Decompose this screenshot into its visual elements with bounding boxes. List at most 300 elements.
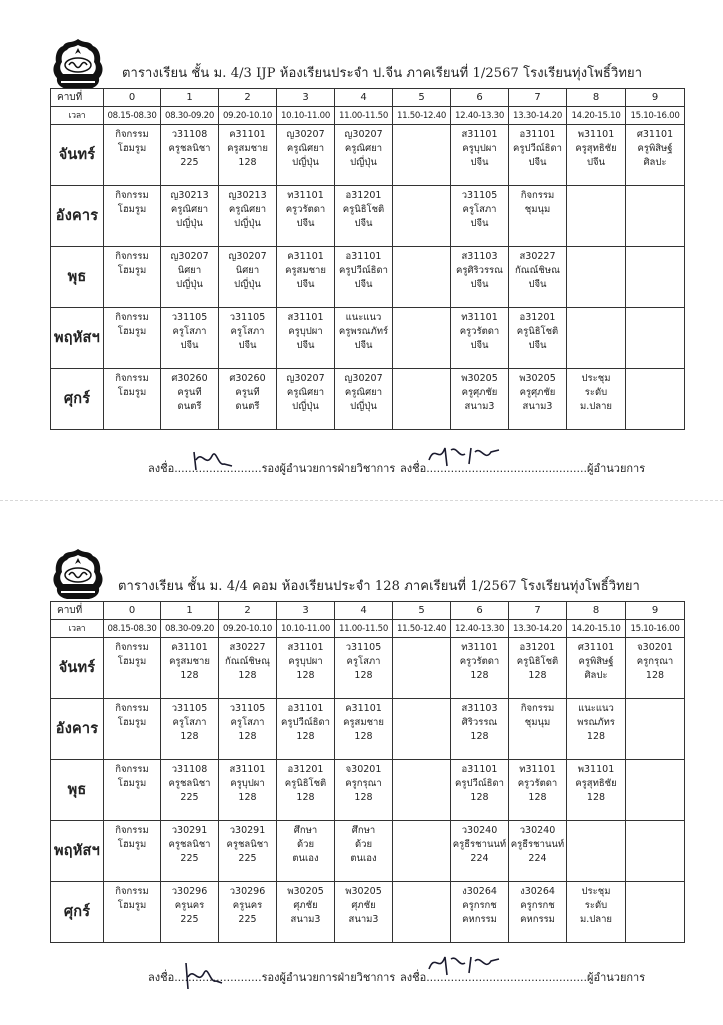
period-time: 10.10-11.00 [277, 107, 335, 125]
empty-cell [393, 308, 451, 369]
cell-line: จ30201 [345, 764, 382, 775]
empty-cell [393, 369, 451, 430]
class-cell [335, 882, 393, 943]
cell-line: ว31105 [229, 312, 266, 323]
class-cell [509, 369, 567, 430]
cell-line: แนะแนว [345, 312, 382, 323]
cell-line: ปจีน [470, 279, 489, 290]
class-cell [104, 821, 161, 882]
cell-line: ปจีน [354, 340, 373, 351]
cell-line: ครูบุปผา [230, 778, 265, 789]
sign-prefix: ลงชื่อ [400, 462, 427, 475]
empty-cell [626, 821, 685, 882]
period-time: 11.50-12.40 [393, 620, 451, 638]
cell-line: กิจกรรม [115, 129, 149, 140]
cell-line: ครูชลนิชา [226, 839, 269, 850]
period-number: 1 [161, 602, 219, 620]
cell-line: สนาม3 [522, 401, 553, 412]
cell-line: ม.ปลาย [579, 914, 613, 925]
empty-cell [626, 760, 685, 821]
class-cell [219, 125, 277, 186]
period-time: 08.30-09.20 [161, 620, 219, 638]
class-cell [626, 638, 685, 699]
period-time: 14.20-15.10 [567, 620, 626, 638]
cell-line: ว31105 [461, 190, 498, 201]
cell-line: ว30291 [229, 825, 266, 836]
cell-line: ญ30207 [286, 373, 325, 384]
cell-line: กิจกรรม [115, 373, 149, 384]
class-cell [509, 821, 567, 882]
day-row [51, 247, 685, 308]
period-time: 12.40-13.30 [451, 107, 509, 125]
cell-line: ครูณิศยา [344, 387, 383, 398]
cell-line: ครูวรัตดา [459, 326, 500, 337]
director-role: ผู้อำนวยการ [587, 462, 646, 475]
cell-line: ง30264 [462, 886, 497, 897]
empty-cell [567, 247, 626, 308]
cell-line: ว31105 [171, 312, 208, 323]
cell-line: กิจกรรม [115, 703, 149, 714]
cell-line: 128 [354, 792, 373, 803]
day-row [51, 882, 685, 943]
day-name: พุธ [51, 247, 104, 308]
cell-line: ครูกรุณา [345, 778, 382, 789]
cell-line: จ30201 [637, 642, 673, 653]
cell-line: อ31101 [345, 251, 382, 262]
cell-line: ปญี่ปุ่น [234, 218, 261, 229]
period-time: 14.20-15.10 [567, 107, 626, 125]
cell-line: ครูชลนิชา [168, 778, 211, 789]
cell-line: ครูปวีณ์ธิดา [281, 717, 330, 728]
school-emblem [47, 546, 109, 606]
cell-line: กิจกรรม [115, 190, 149, 201]
cell-line: พ30205 [519, 373, 556, 384]
day-name: อังคาร [51, 699, 104, 760]
cell-line: ปจีน [470, 157, 489, 168]
time-header-label: เวลา [51, 620, 104, 638]
cell-line: ครูกรุณา [636, 656, 674, 667]
cell-line: อ31201 [287, 764, 324, 775]
cell-line: 225 [238, 853, 257, 864]
day-name: พุธ [51, 760, 104, 821]
class-cell [219, 247, 277, 308]
empty-cell [567, 186, 626, 247]
cell-line: 128 [296, 792, 315, 803]
class-cell [277, 186, 335, 247]
cell-line: ครูสมชาย [343, 717, 384, 728]
cell-line: ปญี่ปุ่น [350, 401, 377, 412]
empty-cell [393, 186, 451, 247]
cell-line: ญ30207 [228, 251, 267, 262]
cell-line: 225 [180, 157, 199, 168]
schedule-title: ตารางเรียน ชั้น ม. 4/3 IJP ห้องเรียนประจำ ป.จีน ภาคเรียนที่ 1/2567 โรงเรียนทุ่งโพธิ์วิทยา [122, 66, 643, 81]
cell-line: 225 [180, 853, 199, 864]
class-cell [509, 308, 567, 369]
day-row [51, 638, 685, 699]
class-cell [626, 125, 685, 186]
class-cell [451, 882, 509, 943]
cell-line: โฮมรูม [117, 143, 147, 154]
cell-line: 224 [528, 853, 547, 864]
cell-line: ค31101 [171, 642, 208, 653]
empty-cell [393, 821, 451, 882]
class-cell [219, 821, 277, 882]
cell-line: พ31101 [577, 129, 615, 140]
period-time: 08.30-09.20 [161, 107, 219, 125]
empty-cell [393, 760, 451, 821]
day-name: อังคาร [51, 186, 104, 247]
cell-line: ครูณิศยา [228, 204, 267, 215]
cell-line: ปจีน [586, 157, 606, 168]
cell-line: อ31101 [461, 764, 498, 775]
cell-line: 128 [586, 731, 606, 742]
cell-line: อ31201 [519, 642, 556, 653]
class-cell [509, 882, 567, 943]
class-cell [567, 638, 626, 699]
cell-line: ว30296 [229, 886, 266, 897]
sign-prefix: ลงชื่อ [148, 971, 175, 984]
cell-line: โฮมรูม [117, 387, 147, 398]
cell-line: ว31105 [345, 642, 382, 653]
cell-line: ปญี่ปุ่น [292, 157, 319, 168]
cell-line: อ31201 [345, 190, 382, 201]
sign-prefix: ลงชื่อ [148, 462, 175, 475]
cell-line: ครูบุปผา [288, 656, 323, 667]
class-cell [219, 308, 277, 369]
cell-line: 128 [470, 670, 489, 681]
period-number: 9 [626, 602, 685, 620]
period-number: 6 [451, 602, 509, 620]
class-cell [509, 699, 567, 760]
cell-line: ครูณิศยา [286, 387, 325, 398]
cell-line: สนาม3 [464, 401, 495, 412]
day-name: พฤหัสฯ [51, 308, 104, 369]
signature-line-director: ลงชื่อ..............................................ผู้อำนวยการ [400, 971, 646, 984]
cell-line: ครูพรณภัทร์ [338, 326, 389, 337]
class-cell [219, 369, 277, 430]
handwritten-signature-director [425, 440, 505, 470]
class-cell [219, 760, 277, 821]
cell-line: ตนเอง [292, 853, 319, 864]
cell-line: ญ30207 [286, 129, 325, 140]
cell-line: ศ30260 [229, 373, 266, 384]
day-name: ศุกร์ [51, 369, 104, 430]
cell-line: ครูโสภา [172, 717, 207, 728]
period-time: 10.10-11.00 [277, 620, 335, 638]
period-number: 7 [509, 89, 567, 107]
class-cell [509, 125, 567, 186]
period-time: 12.40-13.30 [451, 620, 509, 638]
cell-line: ครูนที [177, 387, 202, 398]
class-cell [277, 882, 335, 943]
cell-line: ครูบุปผา [288, 326, 323, 337]
empty-cell [626, 308, 685, 369]
class-cell [219, 638, 277, 699]
cell-line: กิจกรรม [115, 886, 149, 897]
period-number: 2 [219, 602, 277, 620]
cell-line: ส30227 [229, 642, 266, 653]
day-name: พฤหัสฯ [51, 821, 104, 882]
cell-line: ท31101 [287, 190, 324, 201]
class-cell [567, 882, 626, 943]
cell-line: ศึกษา [351, 825, 376, 836]
empty-cell [393, 699, 451, 760]
cell-line: โฮมรูม [117, 839, 147, 850]
cell-line: 128 [645, 670, 665, 681]
class-cell [161, 308, 219, 369]
period-time: 13.30-14.20 [509, 620, 567, 638]
cell-line: ม.ปลาย [579, 401, 613, 412]
period-time: 09.20-10.10 [219, 620, 277, 638]
cell-line: ว30240 [519, 825, 556, 836]
cell-line: สนาม3 [290, 914, 321, 925]
cell-line: ว31105 [229, 703, 266, 714]
cell-line: ส31101 [287, 312, 324, 323]
cell-line: พ31101 [577, 764, 615, 775]
period-number: 3 [277, 89, 335, 107]
school-emblem [47, 36, 109, 96]
cell-line: ปจีน [470, 218, 489, 229]
class-cell [104, 247, 161, 308]
cell-line: ด้วย [354, 839, 373, 850]
cell-line: ท31101 [461, 642, 498, 653]
cell-line: ศุภชัย [351, 900, 376, 911]
class-cell [451, 369, 509, 430]
class-cell [335, 760, 393, 821]
timetable [50, 601, 685, 943]
class-cell [219, 699, 277, 760]
class-cell [104, 699, 161, 760]
cell-line: ปญี่ปุ่น [176, 218, 203, 229]
cell-line: 128 [180, 670, 199, 681]
period-time: 11.00-11.50 [335, 620, 393, 638]
cell-line: ญ30207 [344, 129, 383, 140]
cell-line: ครูพิสิษฐ์ [578, 656, 614, 667]
empty-cell [626, 369, 685, 430]
signature-line-director: ลงชื่อ..............................................ผู้อำนวยการ [400, 462, 646, 475]
cell-line: ปจีน [354, 218, 373, 229]
empty-cell [626, 186, 685, 247]
cell-line: กิจกรรม [115, 764, 149, 775]
class-cell [567, 369, 626, 430]
day-name: ศุกร์ [51, 882, 104, 943]
class-cell [335, 186, 393, 247]
cell-line: กิจกรรม [115, 251, 149, 262]
cell-line: ค31101 [229, 129, 266, 140]
cell-line: ครูโสภา [172, 326, 207, 337]
cell-line: ว31108 [171, 764, 208, 775]
class-cell [335, 308, 393, 369]
class-cell [335, 125, 393, 186]
class-cell [335, 821, 393, 882]
class-cell [335, 638, 393, 699]
empty-cell [626, 699, 685, 760]
cell-line: ญ30213 [228, 190, 267, 201]
class-cell [451, 821, 509, 882]
cell-line: ครูสมชาย [227, 143, 268, 154]
cell-line: พ30205 [461, 373, 498, 384]
class-cell [277, 369, 335, 430]
empty-cell [626, 247, 685, 308]
cell-line: ครูณิศยา [286, 143, 325, 154]
cell-line: ครูวรัตดา [517, 778, 558, 789]
cell-line: ญ30207 [170, 251, 209, 262]
cell-line: ด้วย [296, 839, 315, 850]
cell-line: 225 [180, 914, 199, 925]
cell-line: ครูสุทธิชัย [575, 143, 617, 154]
cell-line: ครูกรกช [520, 900, 555, 911]
cell-line: ครูธีรชานนท์ [452, 839, 507, 850]
vice-director-role: รองผู้อำนวยการฝ่ายวิชาการ [261, 971, 396, 984]
cell-line: ครูสมชาย [169, 656, 210, 667]
day-row [51, 308, 685, 369]
empty-cell [393, 125, 451, 186]
cell-line: ปจีน [180, 340, 199, 351]
period-number: 8 [567, 89, 626, 107]
cell-line: ครูโสภา [462, 204, 497, 215]
class-cell [161, 882, 219, 943]
cell-line: ญ30213 [170, 190, 209, 201]
period-number: 0 [104, 602, 161, 620]
cell-line: ตนเอง [350, 853, 377, 864]
period-number: 4 [335, 602, 393, 620]
class-cell [277, 247, 335, 308]
cell-line: ปจีน [354, 279, 373, 290]
cell-line: 128 [180, 731, 199, 742]
class-cell [104, 882, 161, 943]
cell-line: ว31108 [171, 129, 208, 140]
day-name: จันทร์ [51, 638, 104, 699]
cell-line: 224 [470, 853, 489, 864]
cell-line: ดนตรี [177, 401, 202, 412]
cell-line: 128 [354, 731, 373, 742]
cell-line: ชุมนุม [524, 717, 551, 728]
period-time: 15.10-16.00 [626, 620, 685, 638]
cell-line: กิจกรรม [115, 825, 149, 836]
time-header-label: เวลา [51, 107, 104, 125]
cell-line: พรณภัทร [577, 717, 615, 728]
period-time: 09.20-10.10 [219, 107, 277, 125]
cell-line: โฮมรูม [117, 265, 147, 276]
class-cell [161, 125, 219, 186]
cell-line: 128 [470, 792, 489, 803]
cell-line: ประชุม [581, 373, 611, 384]
class-cell [277, 821, 335, 882]
cell-line: ครูโสภา [230, 717, 265, 728]
period-number: 7 [509, 602, 567, 620]
cell-line: ศ30260 [171, 373, 208, 384]
cell-line: ศิลปะ [643, 157, 667, 168]
class-cell [567, 125, 626, 186]
class-cell [335, 247, 393, 308]
empty-cell [567, 821, 626, 882]
cell-line: ครูศิริวรรณ [456, 265, 503, 276]
class-cell [451, 638, 509, 699]
cell-line: ครูปวีณ์ธิดา [339, 265, 388, 276]
cell-line: ศิริวรรณ [461, 717, 498, 728]
cell-line: ครูชลนิชา [168, 143, 211, 154]
class-cell [509, 186, 567, 247]
class-cell [277, 638, 335, 699]
cell-line: ปจีน [528, 157, 547, 168]
day-row [51, 125, 685, 186]
cell-line: กิจกรรม [115, 312, 149, 323]
cell-line: 128 [296, 670, 315, 681]
class-cell [104, 186, 161, 247]
class-cell [277, 760, 335, 821]
cell-line: ปญี่ปุ่น [350, 157, 377, 168]
class-cell [451, 760, 509, 821]
cell-line: กัณณ์ชิษณุ [225, 656, 270, 667]
cell-line: ปญี่ปุ่น [292, 401, 319, 412]
cell-line: ระดับ [584, 387, 608, 398]
cell-line: ท31101 [461, 312, 498, 323]
period-number: 8 [567, 602, 626, 620]
class-cell [161, 186, 219, 247]
cell-line: คหกรรม [462, 914, 497, 925]
cell-line: ครูธีรชานนท์ [510, 839, 565, 850]
cell-line: ปจีน [470, 340, 489, 351]
handwritten-signature-vice-director [178, 959, 226, 993]
class-cell [161, 760, 219, 821]
cell-line: พ30205 [287, 886, 324, 897]
class-cell [161, 638, 219, 699]
cell-line: ครูชลนิชา [168, 839, 211, 850]
cell-line: ครูนที [235, 387, 260, 398]
cell-line: ครูวรัตดา [285, 204, 326, 215]
cell-line: ครูสุทธิชัย [575, 778, 617, 789]
cell-line: ค31101 [345, 703, 382, 714]
period-number: 2 [219, 89, 277, 107]
cell-line: ครูบุปผา [462, 143, 497, 154]
cell-line: ครูพิสิษฐ์ [637, 143, 673, 154]
class-cell [161, 247, 219, 308]
cell-line: 128 [238, 157, 257, 168]
cell-line: โฮมรูม [117, 900, 147, 911]
class-cell [509, 760, 567, 821]
class-cell [161, 699, 219, 760]
cell-line: ว30296 [171, 886, 208, 897]
cell-line: ชุมนุม [524, 204, 551, 215]
period-number: 0 [104, 89, 161, 107]
class-cell [509, 247, 567, 308]
cell-line: ประชุม [581, 886, 611, 897]
cell-line: ปจีน [296, 279, 315, 290]
handwritten-signature-vice-director [188, 446, 236, 474]
period-number: 6 [451, 89, 509, 107]
cell-line: โฮมรูม [117, 326, 147, 337]
class-cell [104, 125, 161, 186]
class-cell [335, 699, 393, 760]
cell-line: อ31101 [287, 703, 324, 714]
class-cell [567, 760, 626, 821]
signature-line-vice-director: ลงชื่อ.........................รองผู้อำนวยการฝ่ายวิชาการ [148, 971, 396, 984]
period-time: 15.10-16.00 [626, 107, 685, 125]
class-cell [567, 699, 626, 760]
class-cell [219, 186, 277, 247]
class-cell [104, 760, 161, 821]
period-time: 08.15-08.30 [104, 107, 161, 125]
day-row [51, 760, 685, 821]
period-time: 08.15-08.30 [104, 620, 161, 638]
cell-line: 128 [238, 670, 257, 681]
cell-line: 128 [296, 731, 315, 742]
day-row [51, 369, 685, 430]
cell-line: โฮมรูม [117, 717, 147, 728]
cell-line: 225 [180, 792, 199, 803]
day-name: จันทร์ [51, 125, 104, 186]
cell-line: ครูศุภชัย [519, 387, 556, 398]
